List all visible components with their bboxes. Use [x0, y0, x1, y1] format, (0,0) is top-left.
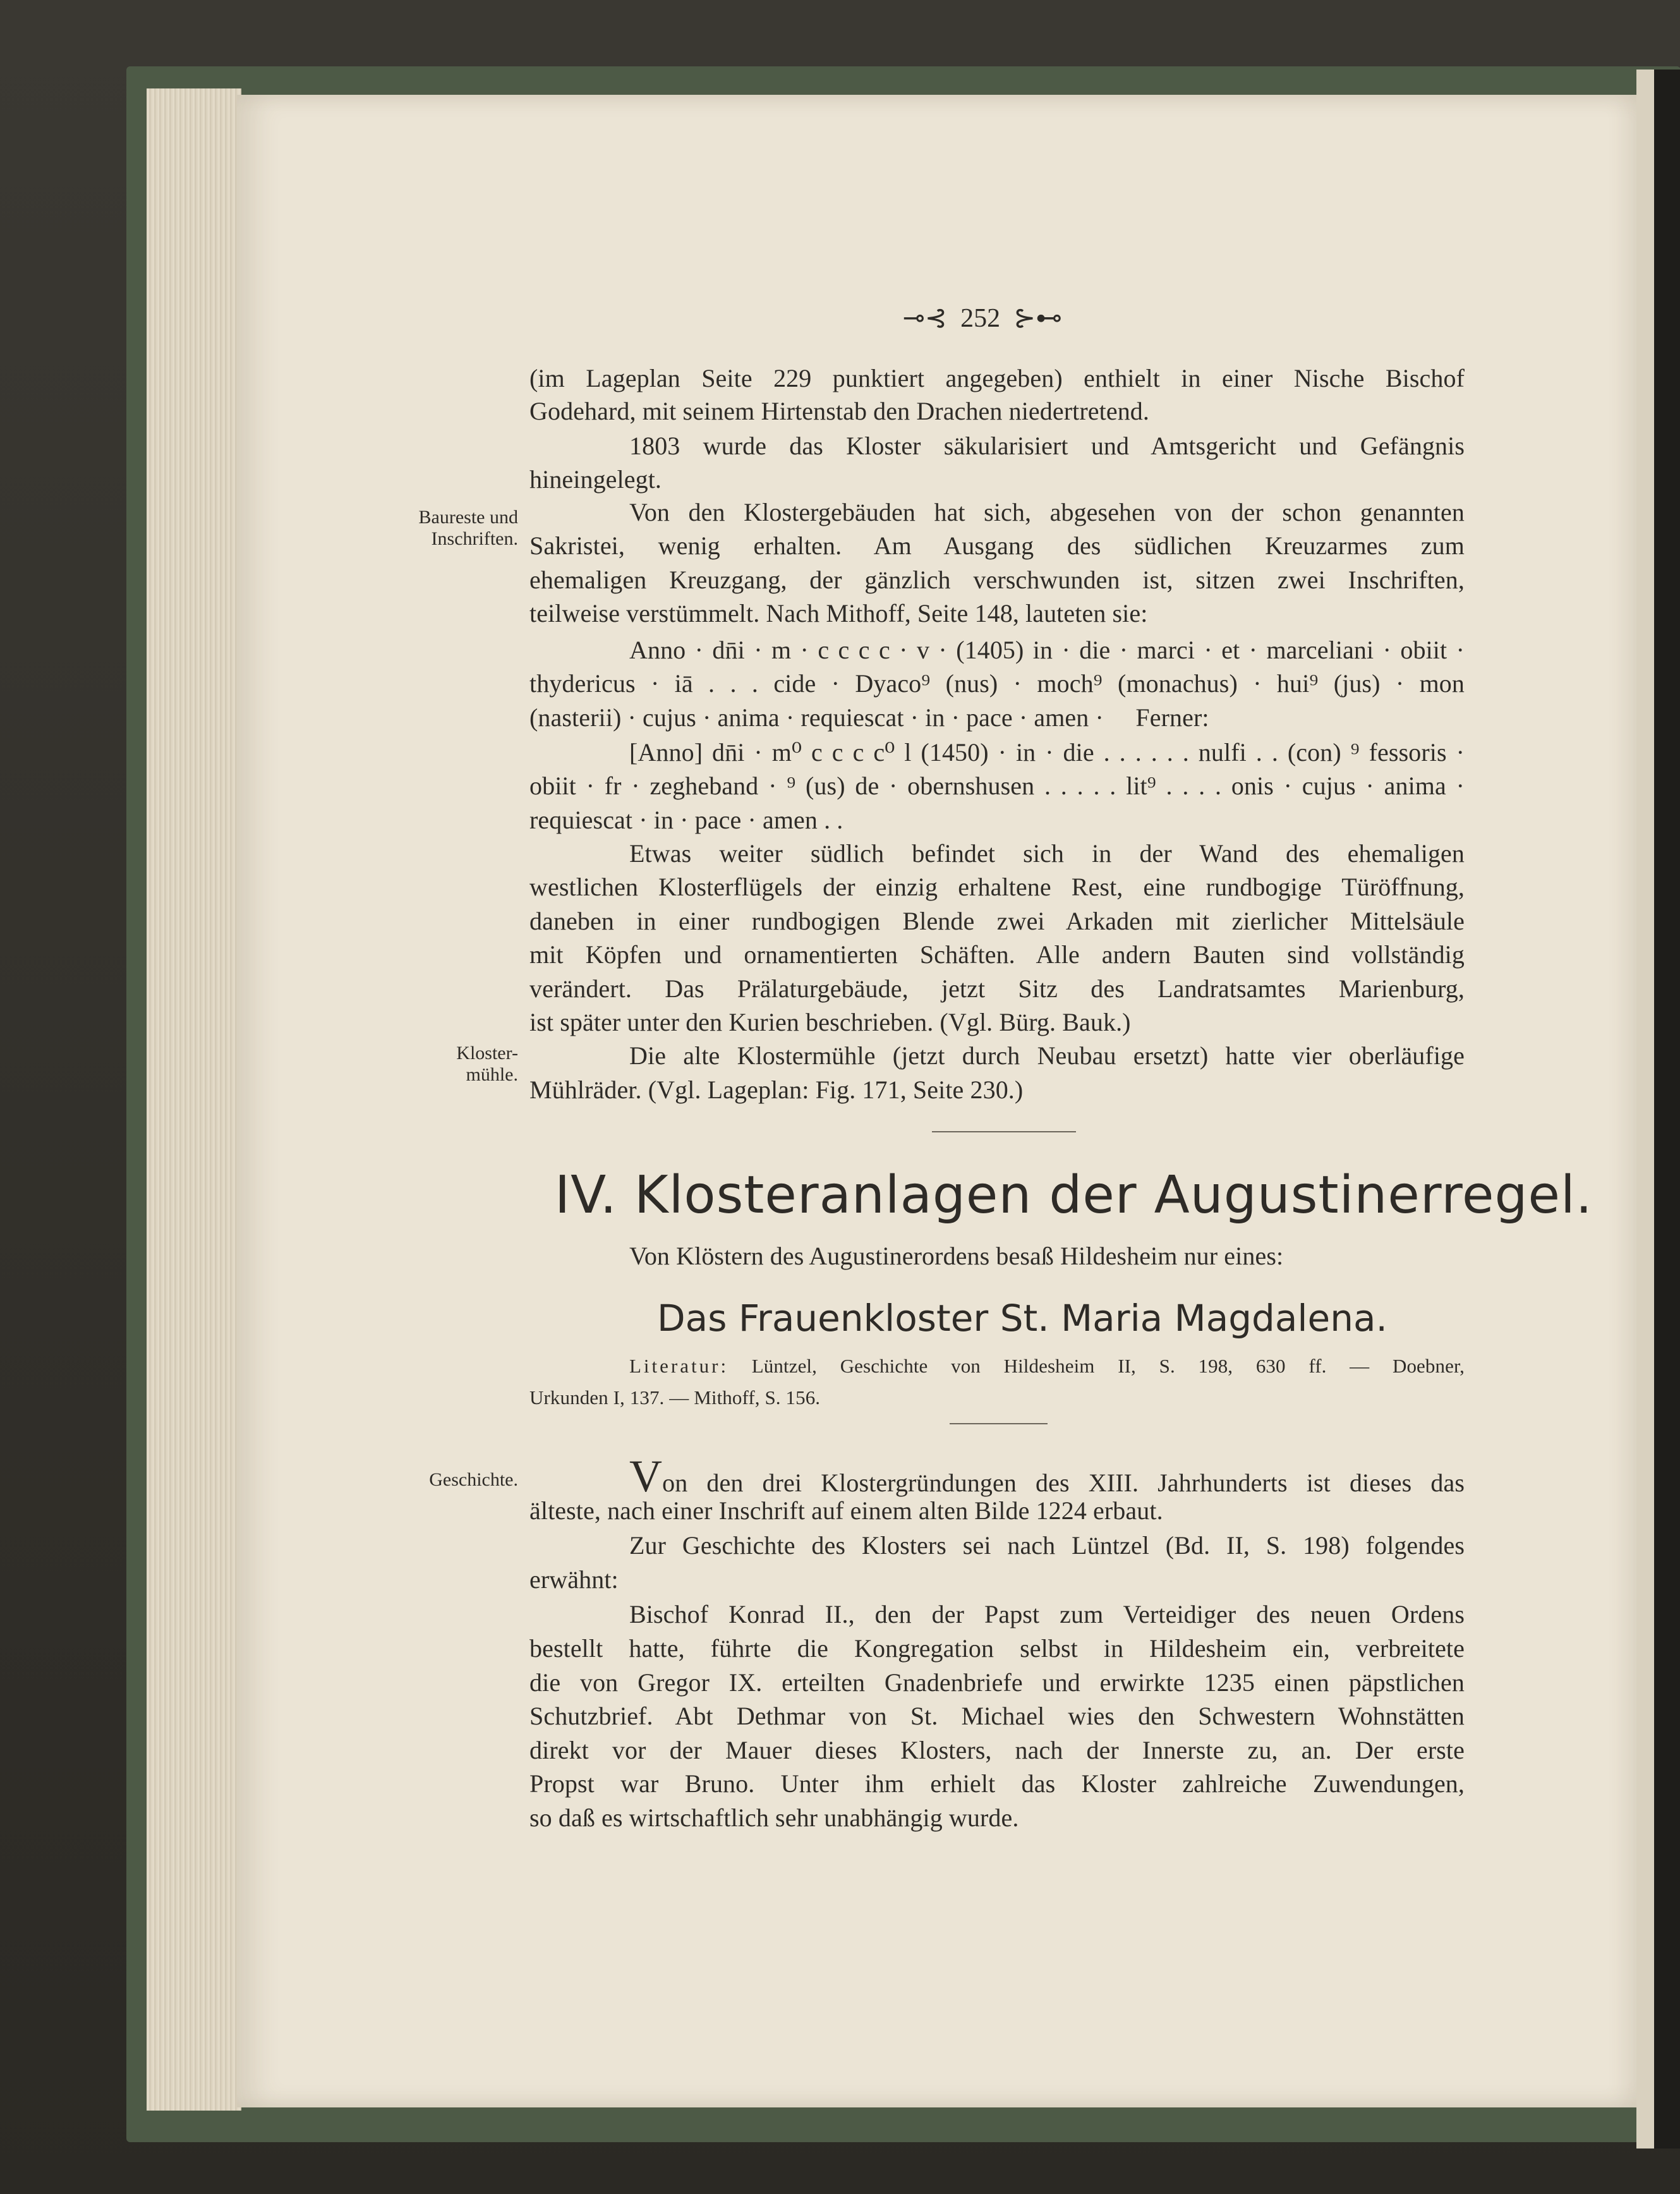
paragraph-line: Godehard, mit seinem Hirtenstab den Drachen niedertretend. — [529, 397, 1149, 425]
paragraph-line: westlichen Klosterflügels der einzig erhaltene Rest, eine rundbogige Türöffnung, — [529, 873, 1465, 901]
literature-line — [629, 1352, 1465, 1380]
literature-divider — [950, 1423, 1048, 1424]
inscription-line: [Anno] dn̄i · m⁰ c c c c⁰ l (1450) · in · die . . . . . . nulfi . . (con) ⁹ fessoris · — [629, 738, 1465, 767]
paragraph-line: Die alte Klostermühle (jetzt durch Neubau ersetzt) hatte vier oberläufige — [629, 1041, 1465, 1070]
scan-edge-strip — [1654, 70, 1680, 2149]
margin-note-line: Inschriften. — [431, 528, 518, 549]
inscription-line: Anno · dn̄i · m · c c c c · v · (1405) in · die · marci · et · marceliani · obiit · — [629, 636, 1465, 664]
inscription-line: (nasterii) · cujus · anima · requiescat · in · pace · amen · Ferner: — [529, 703, 1209, 732]
section-intro: Von Klöstern des Augustinerordens besaß Hildesheim nur eines: — [629, 1242, 1284, 1270]
page-number-ornament-left: ⊸⊰ — [902, 304, 948, 333]
paragraph-line: Etwas weiter südlich befindet sich in der Wand des ehemaligen — [629, 839, 1465, 868]
margin-note-baureste — [354, 507, 518, 550]
paragraph-line: 1803 wurde das Kloster säkularisiert und Amtsgericht und Gefängnis — [629, 432, 1465, 460]
paragraph-line: erwähnt: — [529, 1565, 619, 1594]
literature-line: Urkunden I, 137. — Mithoff, S. 156. — [529, 1386, 821, 1409]
paragraph-line: ist später unter den Kurien beschrieben. (Vgl. Bürg. Bauk.) — [529, 1008, 1131, 1036]
inscription-line: requiescat · in · pace · amen . . — [529, 806, 843, 834]
margin-note-line: Geschichte. — [429, 1469, 518, 1490]
section-heading: IV. Klosteranlagen der Augustinerregel. — [555, 1165, 1593, 1225]
literature-label: Literatur: — [629, 1355, 729, 1377]
page-edges — [147, 88, 241, 2111]
paragraph-line: hineingelegt. — [529, 465, 662, 494]
paragraph-line: ehemaligen Kreuzgang, der gänzlich verschwunden ist, sitzen zwei Inschriften, — [529, 566, 1465, 594]
section-divider — [932, 1131, 1076, 1132]
inscription-line: thydericus · iā . . . cide · Dyaco⁹ (nus) · moch⁹ (monachus) · hui⁹ (jus) · mon — [529, 669, 1465, 698]
paragraph-line: Von den Klostergebäuden hat sich, abgesehen von der schon genannten — [629, 498, 1465, 526]
paragraph-line: verändert. Das Prälaturgebäude, jetzt Sitz des Landratsamtes Marienburg, — [529, 974, 1465, 1003]
page-number — [875, 302, 1090, 335]
page-number-value: 252 — [960, 304, 1001, 333]
page-number-ornament-right: ⊱⊷ — [1013, 304, 1063, 333]
paragraph-line: bestellt hatte, führte die Kongregation selbst in Hildesheim ein, verbreitete — [529, 1634, 1465, 1663]
paragraph-line: so daß es wirtschaftlich sehr unabhängig wurde. — [529, 1803, 1019, 1832]
margin-note-line: Kloster- — [456, 1043, 518, 1064]
paragraph-text: on den drei Klostergründungen des XIII. Jahrhunderts ist dieses das — [662, 1469, 1465, 1497]
paragraph-line: Schutzbrief. Abt Dethmar von St. Michael wies den Schwestern Wohnstätten — [529, 1702, 1465, 1730]
margin-note-klostermuehle — [354, 1043, 518, 1086]
paragraph-line: älteste, nach einer Inschrift auf einem alten Bilde 1224 erbaut. — [529, 1496, 1163, 1525]
paragraph-line: Propst war Bruno. Unter ihm erhielt das Kloster zahlreiche Zuwendungen, — [529, 1769, 1465, 1798]
margin-note-line: mühle. — [466, 1064, 518, 1085]
paragraph-line — [629, 1451, 1465, 1501]
paragraph-line: Zur Geschichte des Klosters sei nach Lüntzel (Bd. II, S. 198) folgendes — [629, 1531, 1465, 1560]
paragraph-line: daneben in einer rundbogigen Blende zwei Arkaden mit zierlicher Mittelsäule — [529, 907, 1465, 935]
inscription-line: obiit · fr · zegheband · ⁹ (us) de · obernshusen . . . . . lit⁹ . . . . onis · cujus · anima · — [529, 772, 1465, 800]
literature-text: Lüntzel, Geschichte von Hildesheim II, S. 198, 630 ff. — Doebner, — [751, 1355, 1465, 1377]
paragraph-line: die von Gregor IX. erteilten Gnadenbriefe und erwirkte 1235 einen päpstlichen — [529, 1668, 1465, 1697]
paragraph-line: (im Lageplan Seite 229 punktiert angegeben) enthielt in einer Nische Bischof — [529, 364, 1465, 392]
paragraph-line: Mühlräder. (Vgl. Lageplan: Fig. 171, Seite 230.) — [529, 1076, 1024, 1104]
paragraph-line: Sakristei, wenig erhalten. Am Ausgang des südlichen Kreuzarmes zum — [529, 531, 1465, 560]
paragraph-line: direkt vor der Mauer dieses Klosters, nach der Innerste zu, an. Der erste — [529, 1736, 1465, 1764]
paragraph-line: teilweise verstümmelt. Nach Mithoff, Seite 148, lauteten sie: — [529, 599, 1148, 627]
paragraph-line: mit Köpfen und ornamentierten Schäften. Alle andern Bauten sind vollständig — [529, 940, 1465, 969]
sub-heading: Das Frauenkloster St. Maria Magdalena. — [657, 1297, 1387, 1340]
margin-note-geschichte — [354, 1469, 518, 1491]
drop-capital: V — [629, 1451, 663, 1501]
margin-note-line: Baureste und — [418, 507, 518, 528]
paragraph-line: Bischof Konrad II., den der Papst zum Verteidiger des neuen Ordens — [629, 1600, 1465, 1628]
